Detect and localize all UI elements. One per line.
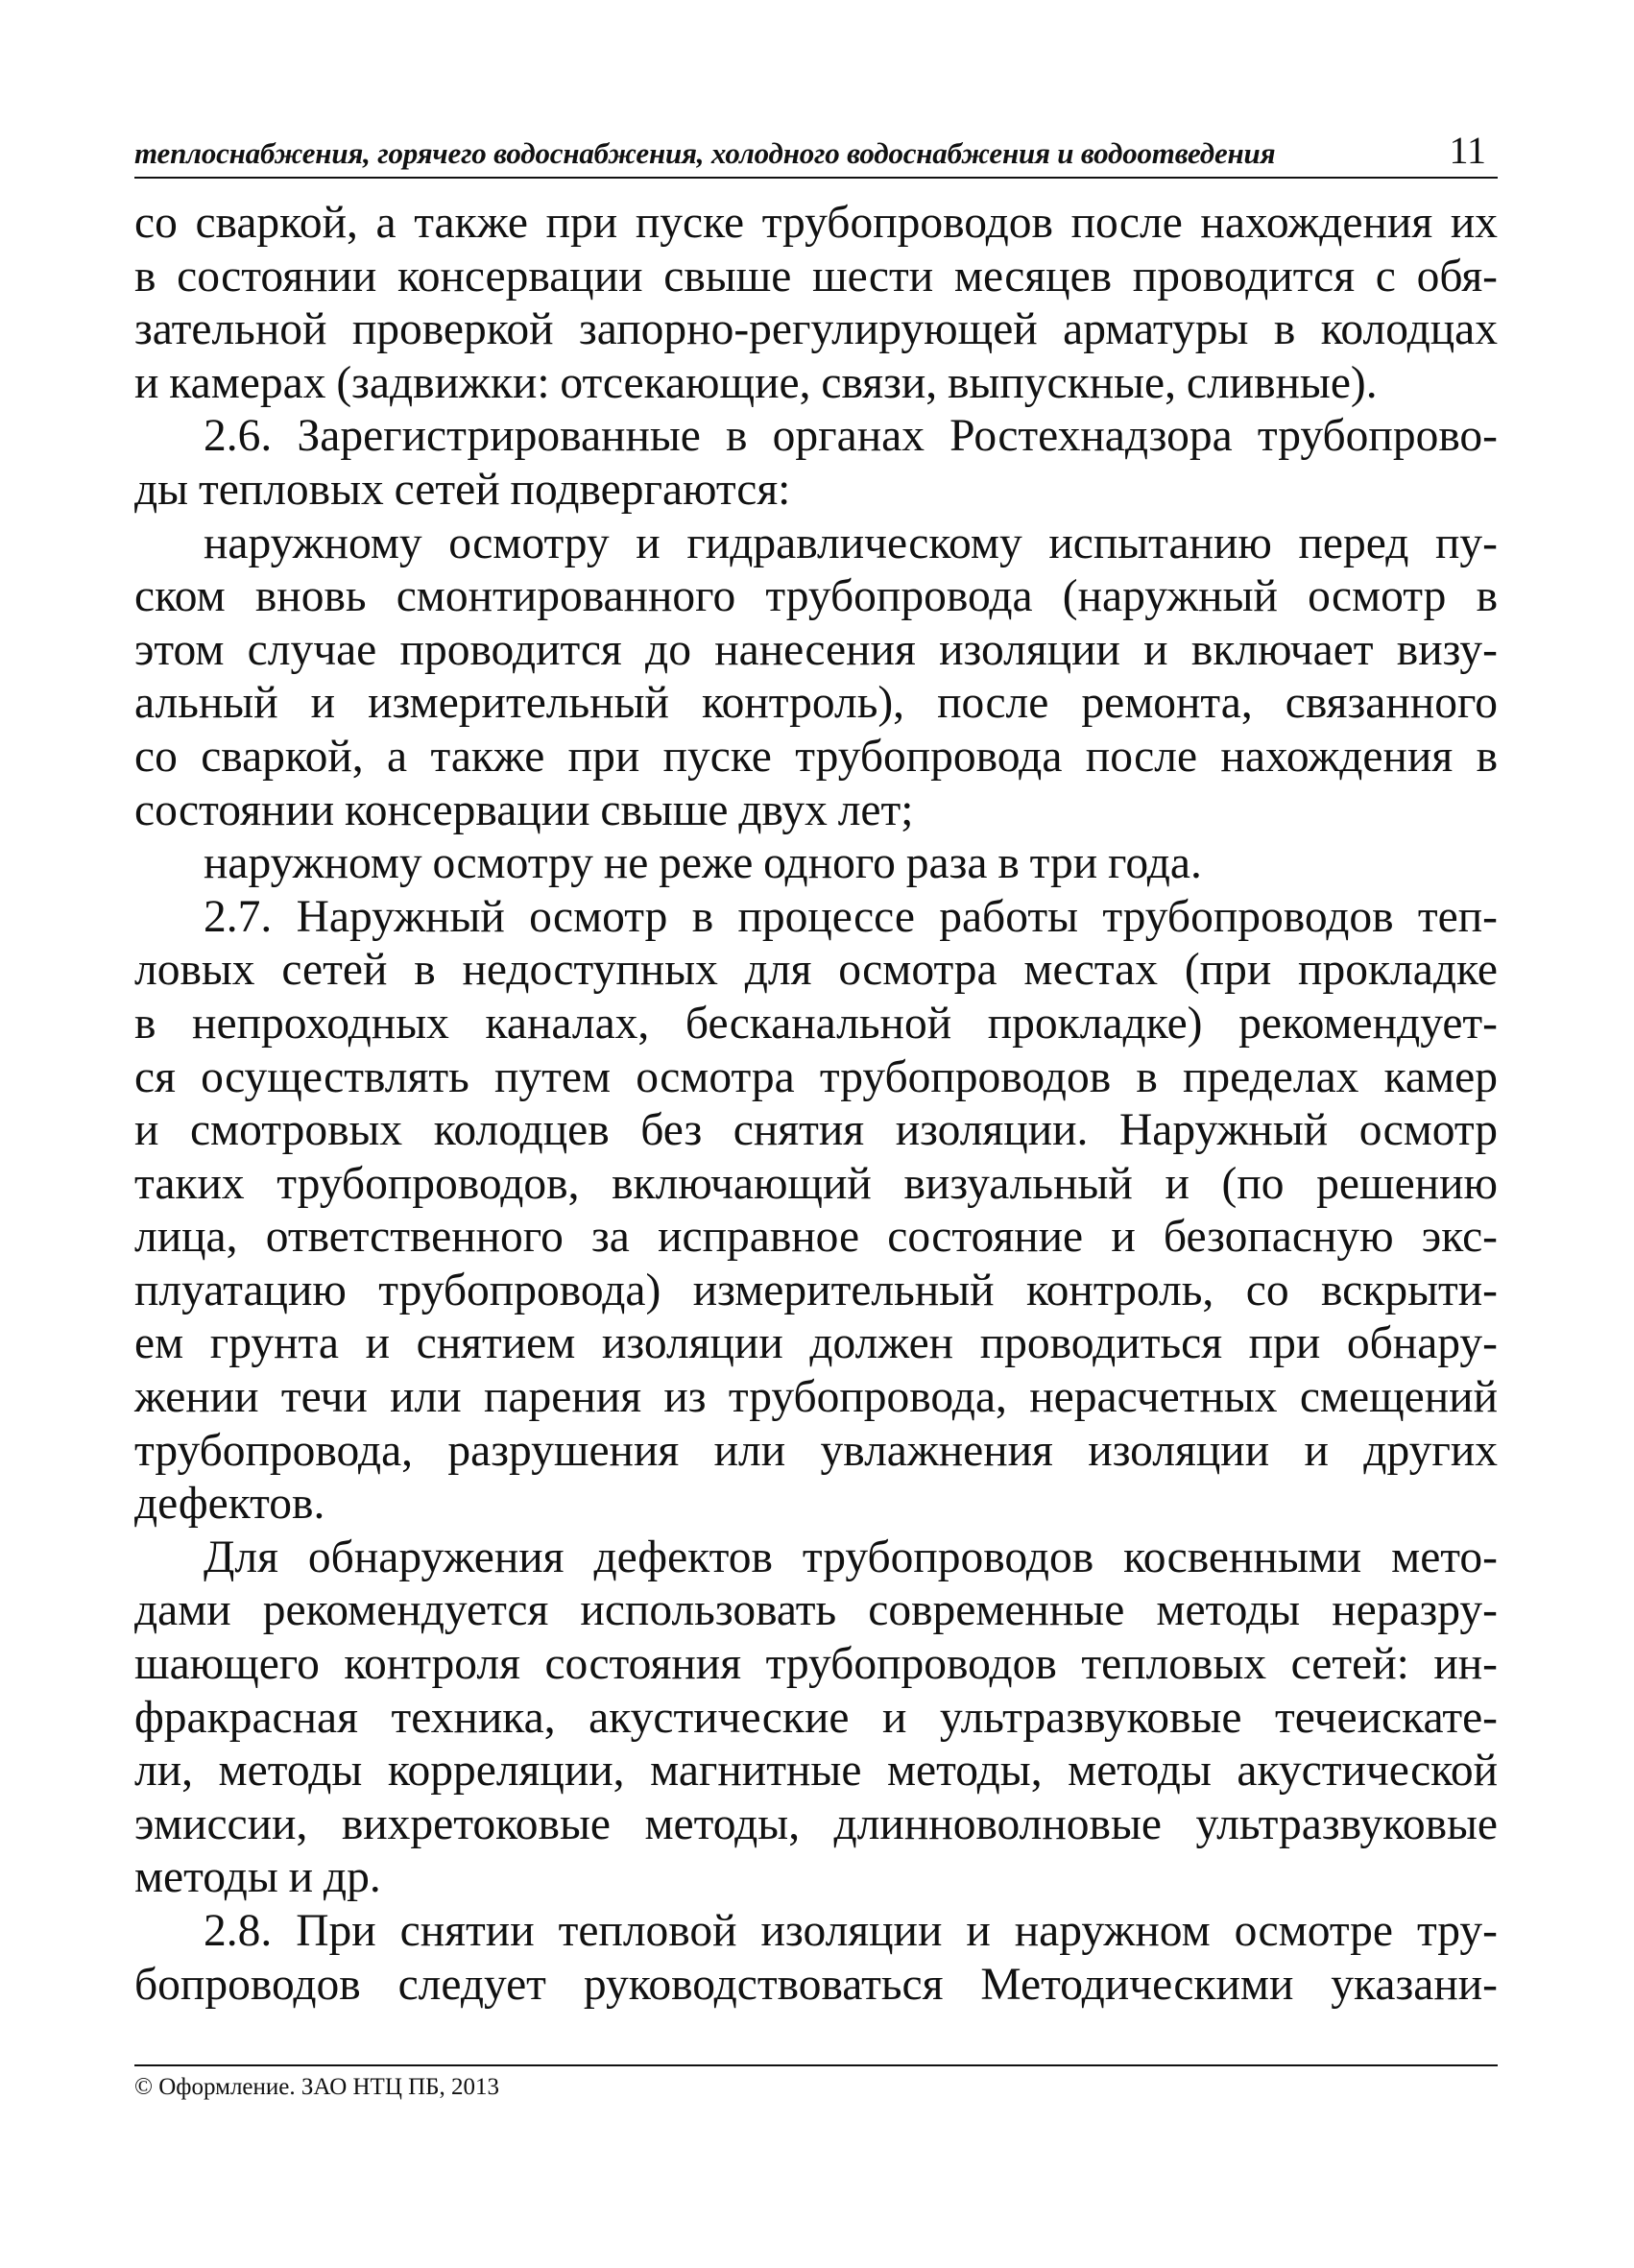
text-line: ловых сетей в недоступных для осмотра местах (при прокладке bbox=[134, 945, 1498, 996]
text-line: дефектов. bbox=[134, 1479, 325, 1530]
text-line: состоянии консервации свыше двух лет; bbox=[134, 784, 914, 835]
text-line: и камерах (задвижки: отсекающие, связи, выпускные, сливные). bbox=[134, 357, 1378, 408]
text-line: ем грунта и снятием изоляции должен проводиться при обнару- bbox=[134, 1318, 1498, 1369]
text-line: жении течи или парения из трубопровода, нерасчетных смещений bbox=[134, 1372, 1498, 1423]
document-page bbox=[134, 0, 1498, 2268]
text-line: таких трубопроводов, включающий визуальный и (по решению bbox=[134, 1158, 1498, 1209]
copyright-footer: © Оформление. ЗАО НТЦ ПБ, 2013 bbox=[134, 2074, 500, 2100]
text-line: трубопровода, разрушения или увлажнения изоляции и других bbox=[134, 1425, 1498, 1476]
text-line: в состоянии консервации свыше шести месяцев проводится с обя- bbox=[134, 251, 1498, 302]
text-line: лица, ответственного за исправное состояние и безопасную экс- bbox=[134, 1212, 1498, 1263]
text-line: со сваркой, а также при пуске трубопроводов после нахождения их bbox=[134, 198, 1498, 248]
text-line: 2.8. При снятии тепловой изоляции и наружном осмотре тру- bbox=[204, 1906, 1498, 1956]
text-line: этом случае проводится до нанесения изоляции и включает визу- bbox=[134, 624, 1498, 675]
text-line: дами рекомендуется использовать современные методы неразру- bbox=[134, 1585, 1498, 1636]
text-line: ся осуществлять путем осмотра трубопроводов в пределах камер bbox=[134, 1051, 1498, 1102]
text-line: наружному осмотру и гидравлическому испытанию перед пу- bbox=[204, 518, 1498, 568]
text-line: в непроходных каналах, бесканальной прокладке) рекомендует- bbox=[134, 998, 1498, 1049]
text-line: фракрасная техника, акустические и ультразвуковые течеискате- bbox=[134, 1692, 1498, 1743]
running-title: теплоснабжения, горячего водоснабжения, холодного водоснабжения и водоотведения bbox=[134, 136, 1276, 170]
text-line: ском вновь смонтированного трубопровода (наружный осмотр в bbox=[134, 571, 1498, 622]
text-line: наружному осмотру не реже одного раза в три года. bbox=[204, 838, 1202, 889]
text-line: со сваркой, а также при пуске трубопровода после нахождения в bbox=[134, 731, 1498, 782]
footer-divider bbox=[134, 2064, 1498, 2066]
running-header bbox=[134, 123, 1498, 179]
text-line: альный и измерительный контроль), после ремонта, связанного bbox=[134, 678, 1498, 729]
text-line: 2.7. Наружный осмотр в процессе работы трубопроводов теп- bbox=[204, 891, 1498, 942]
text-line: и смотровых колодцев без снятия изоляции. Наружный осмотр bbox=[134, 1105, 1498, 1156]
text-line: зательной проверкой запорно-регулирующей арматуры в колодцах bbox=[134, 304, 1498, 355]
text-line: бопроводов следует руководствоваться Методическими указани- bbox=[134, 1959, 1498, 2010]
page-number: 11 bbox=[1449, 129, 1486, 172]
text-line: 2.6. Зарегистрированные в органах Ростехнадзора трубопрово- bbox=[204, 411, 1498, 462]
text-line: шающего контроля состояния трубопроводов тепловых сетей: ин- bbox=[134, 1639, 1498, 1690]
text-line: Для обнаружения дефектов трубопроводов косвенными мето- bbox=[204, 1532, 1498, 1582]
text-line: ли, методы корреляции, магнитные методы, методы акустической bbox=[134, 1746, 1498, 1797]
text-line: эмиссии, вихретоковые методы, длинноволновые ультразвуковые bbox=[134, 1798, 1498, 1849]
body-text bbox=[134, 197, 1498, 2012]
text-line: ды тепловых сетей подвергаются: bbox=[134, 464, 791, 515]
text-line: методы и др. bbox=[134, 1852, 381, 1903]
text-line: плуатацию трубопровода) измерительный контроль, со вскрыти- bbox=[134, 1265, 1498, 1315]
